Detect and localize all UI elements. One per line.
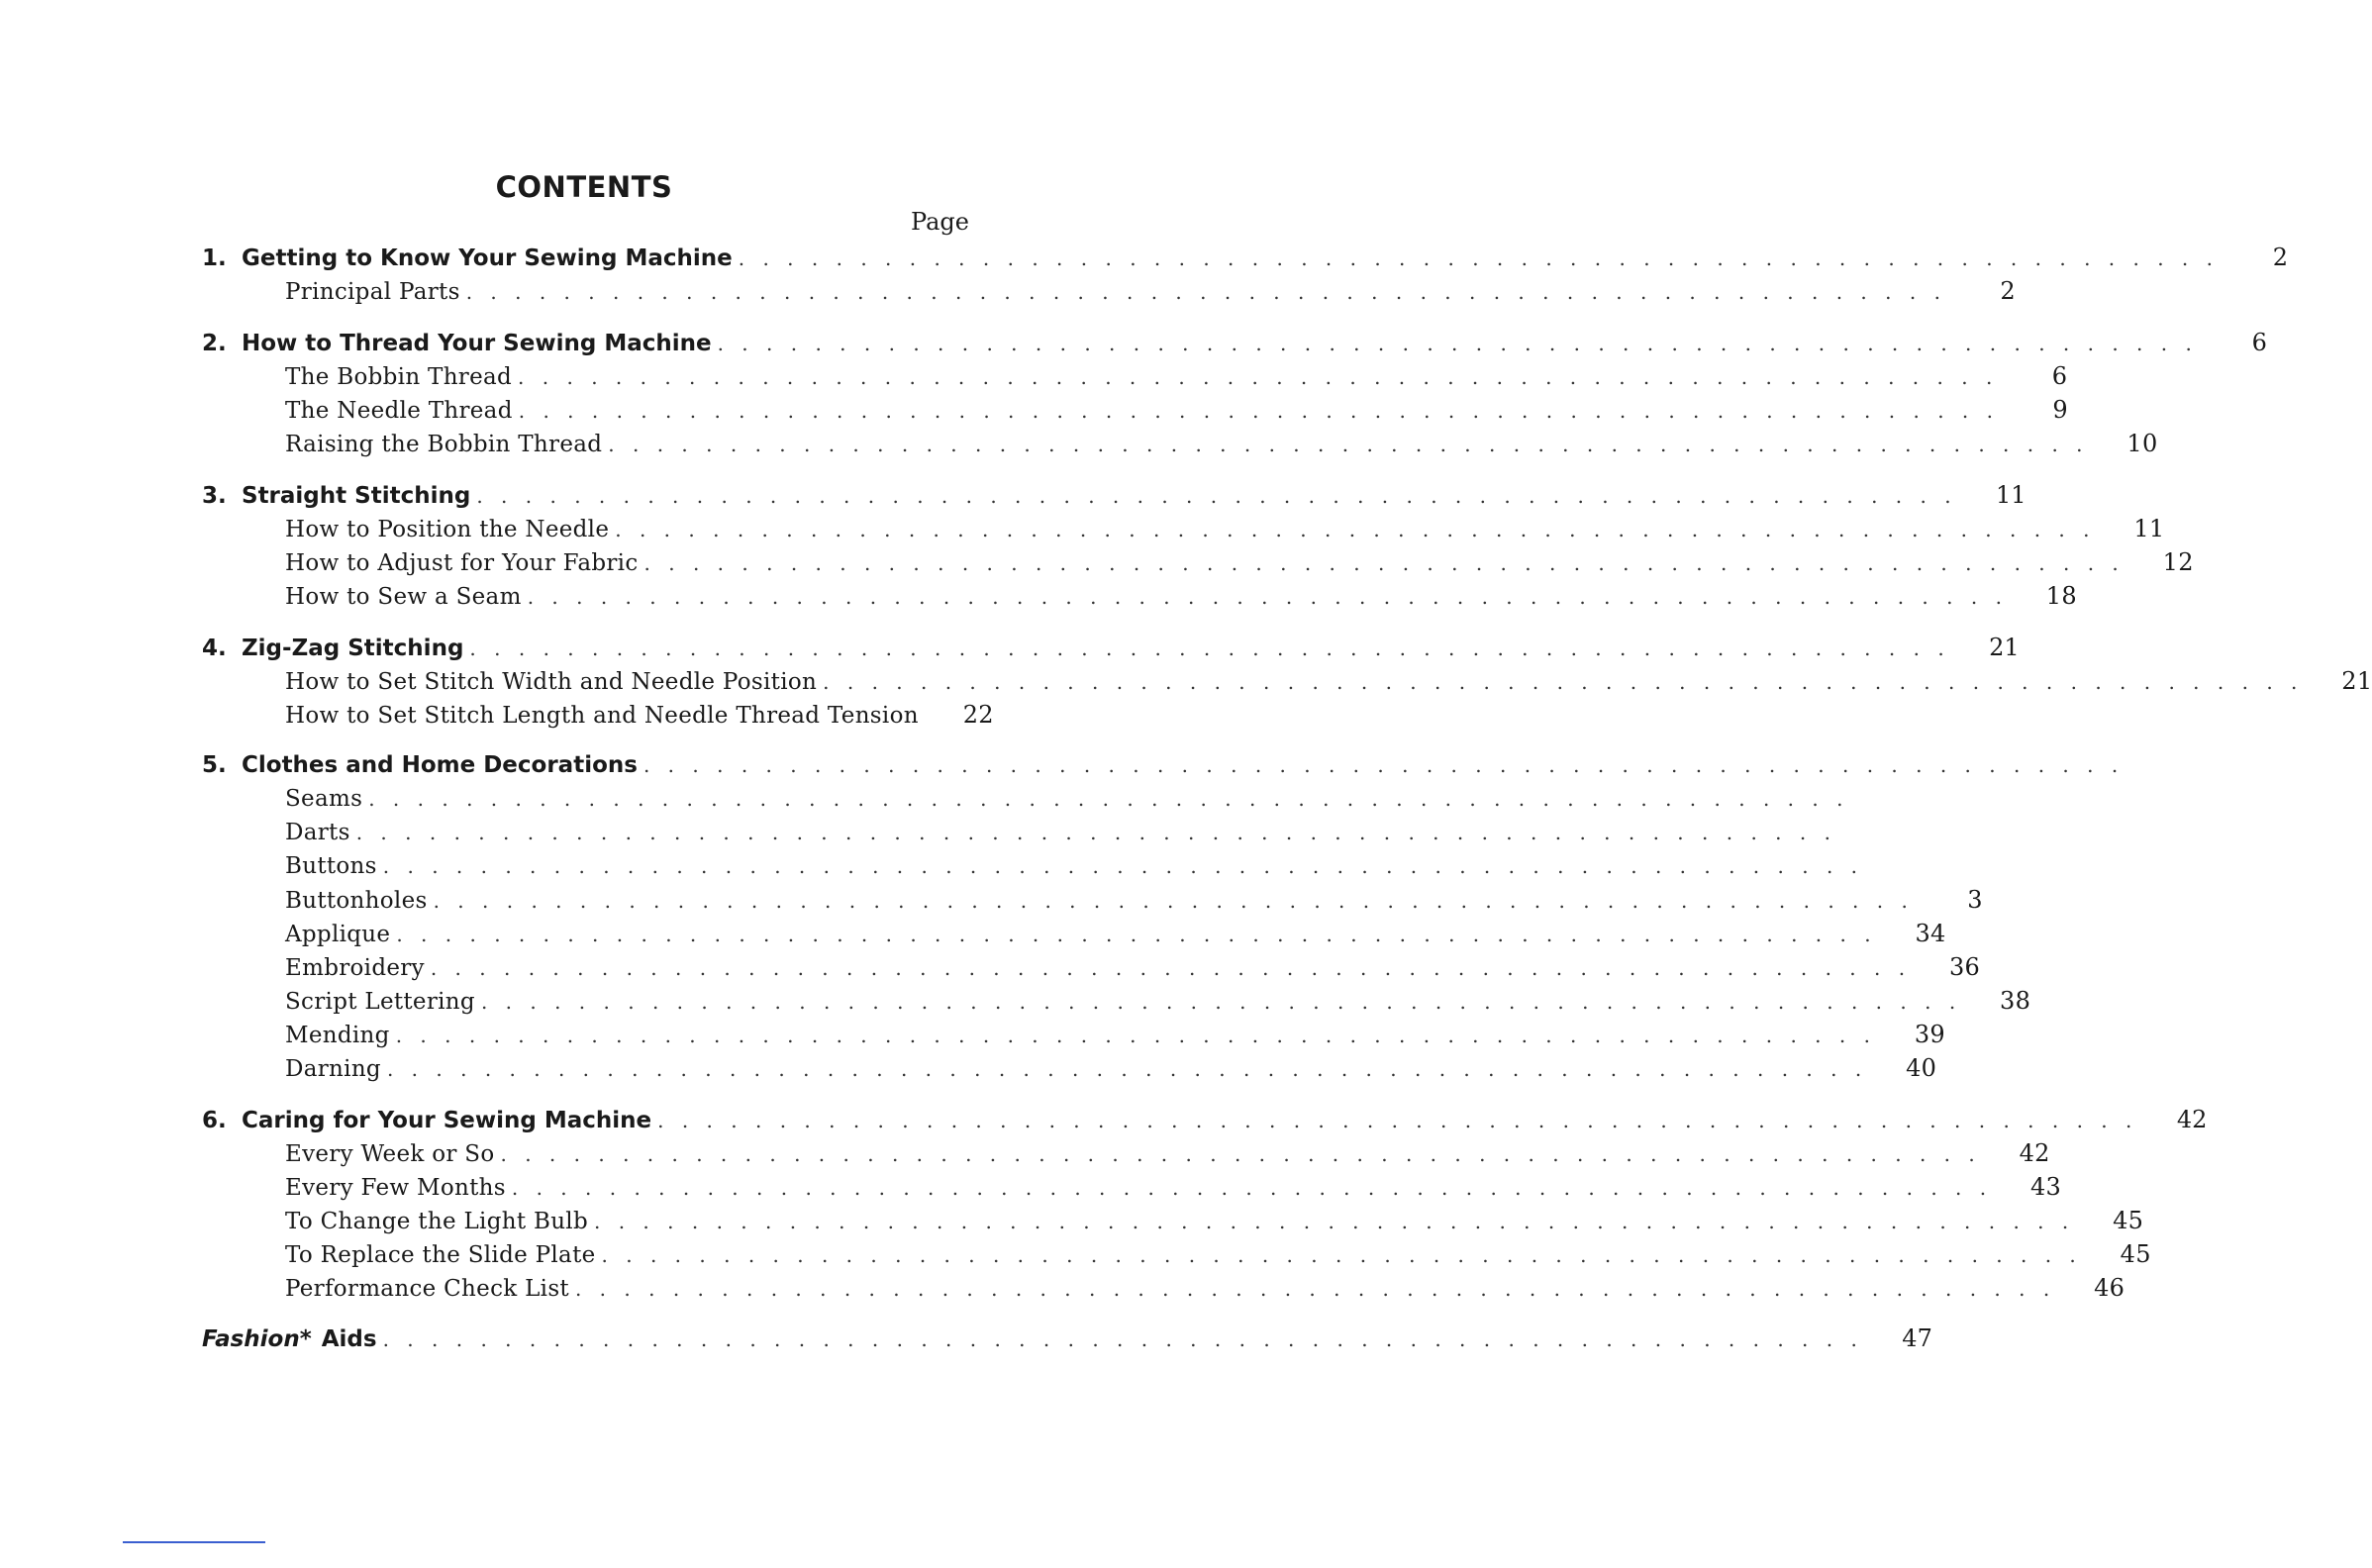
subsection-entry [285, 360, 2068, 392]
subsection-entry [285, 1205, 2144, 1236]
leader-dots: . . . . . . . . . . . . . . . . . . . . . . . . . . . . . . . . . . . . . . . . . . . . . . . . . . . . . . . . . . . . . [527, 585, 2008, 609]
subsection-page-number: 22 [962, 701, 994, 729]
subsection-entry [285, 1019, 1945, 1050]
subsection-title: Raising the Bobbin Thread [285, 432, 603, 457]
leader-dots: . . . . . . . . . . . . . . . . . . . . . . . . . . . . . . . . . . . . . . . . . . . . . . . . . . . . . . . . . . . . . [500, 1142, 1981, 1166]
leader-dots: . . . . . . . . . . . . . . . . . . . . . . . . . . . . . . . . . . . . . . . . . . . . . . . . . . . . . . . . . . . . . [657, 1109, 2138, 1132]
footer-divider [123, 1541, 265, 1543]
leader-dots: . . . . . . . . . . . . . . . . . . . . . . . . . . . . . . . . . . . . . . . . . . . . . . . . . . . . . . . . . . . . . [594, 1210, 2075, 1233]
section-number: 5. [202, 752, 227, 778]
subsection-title: Principal Parts [285, 279, 460, 305]
leader-dots: . . . . . . . . . . . . . . . . . . . . . . . . . . . . . . . . . . . . . . . . . . . . . . . . . . . . . . . . . . . . . [738, 246, 2219, 270]
subsection-page-number: 11 [2133, 515, 2165, 542]
section-title: Clothes and Home Decorations [242, 752, 638, 778]
leader-dots: . . . . . . . . . . . . . . . . . . . . . . . . . . . . . . . . . . . . . . . . . . . . . . . . . . . . . . . . . . . . . [395, 1024, 1876, 1047]
final-entry-title [202, 1323, 383, 1355]
subsection-entry [285, 1137, 2050, 1169]
leader-dots: . . . . . . . . . . . . . . . . . . . . . . . . . . . . . . . . . . . . . . . . . . . . . . . . . . . . . . . . . . . . . [601, 1243, 2082, 1267]
subsection-entry [285, 918, 1946, 949]
subsection-entry [285, 699, 994, 731]
subsection-title: How to Adjust for Your Fabric [285, 550, 639, 576]
subsection-entry [285, 817, 1836, 848]
subsection-entry [285, 513, 2165, 544]
section-title: Zig-Zag Stitching [242, 636, 464, 661]
subsection-entry [285, 428, 2158, 459]
leader-dots: . . . . . . . . . . . . . . . . . . . . . . . . . . . . . . . . . . . . . . . . . . . . . . . . . . . . . . . . . . . . . [355, 821, 1836, 844]
subsection-page-number: 36 [1948, 953, 1981, 981]
subsection-entry [285, 275, 2016, 307]
section-heading [202, 749, 2125, 781]
subsection-title: Script Lettering [285, 989, 475, 1015]
subsection-title: Mending [285, 1023, 390, 1048]
leader-dots: . . . . . . . . . . . . . . . . . . . . . . . . . . . . . . . . . . . . . . . . . . . . . . . . . . . . . . . . . . . . . [717, 332, 2198, 355]
subsection-title: The Needle Thread [285, 398, 513, 424]
leader-dots: . . . . . . . . . . . . . . . . . . . . . . . . . . . . . . . . . . . . . . . . . . . . . . . . . . . . . . . . . . . . . [476, 484, 1957, 508]
subsection-title: Every Few Months [285, 1175, 506, 1201]
section-title: How to Thread Your Sewing Machine [242, 331, 712, 356]
subsection-page-number: 38 [2000, 987, 2031, 1015]
section-page-number: 2 [2272, 244, 2288, 271]
section-heading [202, 327, 2267, 358]
leader-dots: . . . . . . . . . . . . . . . . . . . . . . . . . . . . . . . . . . . . . . . . . . . . . . . . . . . . . . . . . . . . . [608, 433, 2089, 456]
leader-dots: . . . . . . . . . . . . . . . . . . . . . . . . . . . . . . . . . . . . . . . . . . . . . . . . . . . . . . . . . . . . . [430, 956, 1912, 980]
subsection-title: How to Position the Needle [285, 517, 610, 542]
subsection-title: How to Set Stitch Width and Needle Position [285, 669, 818, 695]
subsection-page-number: 39 [1914, 1021, 1945, 1048]
subsection-title: Buttonholes [285, 888, 428, 914]
subsection-page-number: 42 [2019, 1139, 2050, 1167]
subsection-title: Every Week or So [285, 1141, 495, 1167]
leader-dots: . . . . . . . . . . . . . . . . . . . . . . . . . . . . . . . . . . . . . . . . . . . . . . . . . . . . . . . . . . . . . [433, 889, 1914, 913]
subsection-entry [285, 783, 1849, 815]
subsection-page-number: 21 [2341, 667, 2372, 695]
subsection-page-number: 3 [1967, 886, 1983, 914]
section-page-number: 6 [2251, 329, 2267, 356]
leader-dots: . . . . . . . . . . . . . . . . . . . . . . . . . . . . . . . . . . . . . . . . . . . . . . . . . . . . . . . . . . . . . [823, 670, 2304, 694]
subsection-page-number: 34 [1915, 920, 1946, 947]
subsection-page-number: 18 [2045, 582, 2077, 610]
subsection-entry [285, 665, 2372, 697]
subsection-title: The Bobbin Thread [285, 364, 513, 390]
subsection-entry [285, 1272, 2125, 1304]
subsection-title: Buttons [285, 853, 377, 879]
subsection-title: How to Sew a Seam [285, 584, 522, 610]
subsection-entry [285, 951, 1981, 983]
leader-dots: . . . . . . . . . . . . . . . . . . . . . . . . . . . . . . . . . . . . . . . . . . . . . . . . . . . . . . . . . . . . . [382, 854, 1864, 878]
section-page-number: 21 [1989, 634, 2020, 661]
section-page-number: 11 [1996, 481, 2026, 509]
subsection-title: Seams [285, 786, 363, 812]
section-number: 4. [202, 636, 227, 661]
section-title: Caring for Your Sewing Machine [242, 1108, 652, 1133]
subsection-entry [285, 580, 2077, 612]
leader-dots: . . . . . . . . . . . . . . . . . . . . . . . . . . . . . . . . . . . . . . . . . . . . . . . . . . . . . . . . . . . . . [518, 365, 1999, 389]
subsection-title: How to Set Stitch Length and Needle Thread Tension [285, 703, 919, 729]
section-number: 2. [202, 331, 227, 356]
subsection-page-number: 12 [2162, 548, 2194, 576]
subsection-page-number: 43 [2029, 1173, 2062, 1201]
leader-dots: . . . . . . . . . . . . . . . . . . . . . . . . . . . . . . . . . . . . . . . . . . . . . . . . . . . . . . . . . . . . . [642, 753, 2125, 777]
subsection-page-number: 9 [2052, 396, 2068, 424]
page-column-label: Page [911, 208, 969, 236]
subsection-entry [285, 394, 2068, 426]
subsection-page-number: 40 [1906, 1054, 1937, 1082]
section-heading [202, 632, 2020, 663]
section-page-number: 42 [2176, 1106, 2208, 1133]
subsection-title: To Change the Light Bulb [285, 1209, 588, 1234]
subsection-title: Performance Check List [285, 1276, 569, 1302]
subsection-entry [285, 985, 2031, 1017]
leader-dots: . . . . . . . . . . . . . . . . . . . . . . . . . . . . . . . . . . . . . . . . . . . . . . . . . . . . . . . . . . . . . [396, 923, 1877, 946]
leader-dots: . . . . . . . . . . . . . . . . . . . . . . . . . . . . . . . . . . . . . . . . . . . . . . . . . . . . . . . . . . . . . [511, 1176, 1993, 1200]
leader-dots: . . . . . . . . . . . . . . . . . . . . . . . . . . . . . . . . . . . . . . . . . . . . . . . . . . . . . . . . . . . . . [469, 637, 1950, 660]
section-number: 1. [202, 245, 227, 271]
subsection-page-number: 45 [2113, 1207, 2144, 1234]
subsection-entry [285, 1052, 1937, 1084]
section-heading [202, 1104, 2208, 1135]
leader-dots: . . . . . . . . . . . . . . . . . . . . . . . . . . . . . . . . . . . . . . . . . . . . . . . . . . . . . . . . . . . . . [382, 1327, 1863, 1351]
leader-dots: . . . . . . . . . . . . . . . . . . . . . . . . . . . . . . . . . . . . . . . . . . . . . . . . . . . . . . . . . . . . . [615, 518, 2096, 541]
leader-dots: . . . . . . . . . . . . . . . . . . . . . . . . . . . . . . . . . . . . . . . . . . . . . . . . . . . . . . . . . . . . . [368, 787, 1849, 811]
section-number: 3. [202, 483, 227, 509]
final-entry-title-italic: Fashion* [202, 1326, 312, 1352]
section-title: Straight Stitching [242, 483, 471, 509]
final-entry-page-number: 47 [1902, 1324, 1932, 1352]
subsection-title: Applique [285, 922, 391, 947]
leader-dots: . . . . . . . . . . . . . . . . . . . . . . . . . . . . . . . . . . . . . . . . . . . . . . . . . . . . . . . . . . . . . [574, 1277, 2056, 1301]
subsection-page-number: 45 [2120, 1240, 2151, 1268]
final-entry [202, 1323, 1932, 1354]
subsection-entry [285, 1238, 2151, 1270]
leader-dots: . . . . . . . . . . . . . . . . . . . . . . . . . . . . . . . . . . . . . . . . . . . . . . . . . . . . . . . . . . . . . [465, 280, 1946, 304]
section-number: 6. [202, 1108, 227, 1133]
subsection-page-number: 10 [2126, 430, 2158, 457]
subsection-entry [285, 546, 2194, 578]
leader-dots: . . . . . . . . . . . . . . . . . . . . . . . . . . . . . . . . . . . . . . . . . . . . . . . . . . . . . . . . . . . . . [643, 551, 2125, 575]
page-title: CONTENTS [495, 170, 673, 204]
subsection-title: To Replace the Slide Plate [285, 1242, 596, 1268]
subsection-title: Darning [285, 1056, 381, 1082]
section-heading [202, 479, 2026, 511]
subsection-page-number: 2 [2000, 277, 2016, 305]
final-entry-title-rest: Aids [321, 1326, 377, 1352]
section-heading [202, 242, 2288, 273]
subsection-page-number: 46 [2094, 1274, 2125, 1302]
section-title: Getting to Know Your Sewing Machine [242, 245, 733, 271]
subsection-title: Embroidery [285, 955, 425, 981]
subsection-entry [285, 850, 1864, 882]
subsection-entry [285, 884, 1983, 916]
subsection-title: Darts [285, 820, 350, 845]
leader-dots: . . . . . . . . . . . . . . . . . . . . . . . . . . . . . . . . . . . . . . . . . . . . . . . . . . . . . . . . . . . . . [480, 990, 1962, 1014]
leader-dots: . . . . . . . . . . . . . . . . . . . . . . . . . . . . . . . . . . . . . . . . . . . . . . . . . . . . . . . . . . . . . [518, 399, 1999, 423]
subsection-page-number: 6 [2051, 362, 2068, 390]
subsection-entry [285, 1171, 2062, 1203]
leader-dots: . . . . . . . . . . . . . . . . . . . . . . . . . . . . . . . . . . . . . . . . . . . . . . . . . . . . . . . . . . . . . [386, 1057, 1868, 1081]
